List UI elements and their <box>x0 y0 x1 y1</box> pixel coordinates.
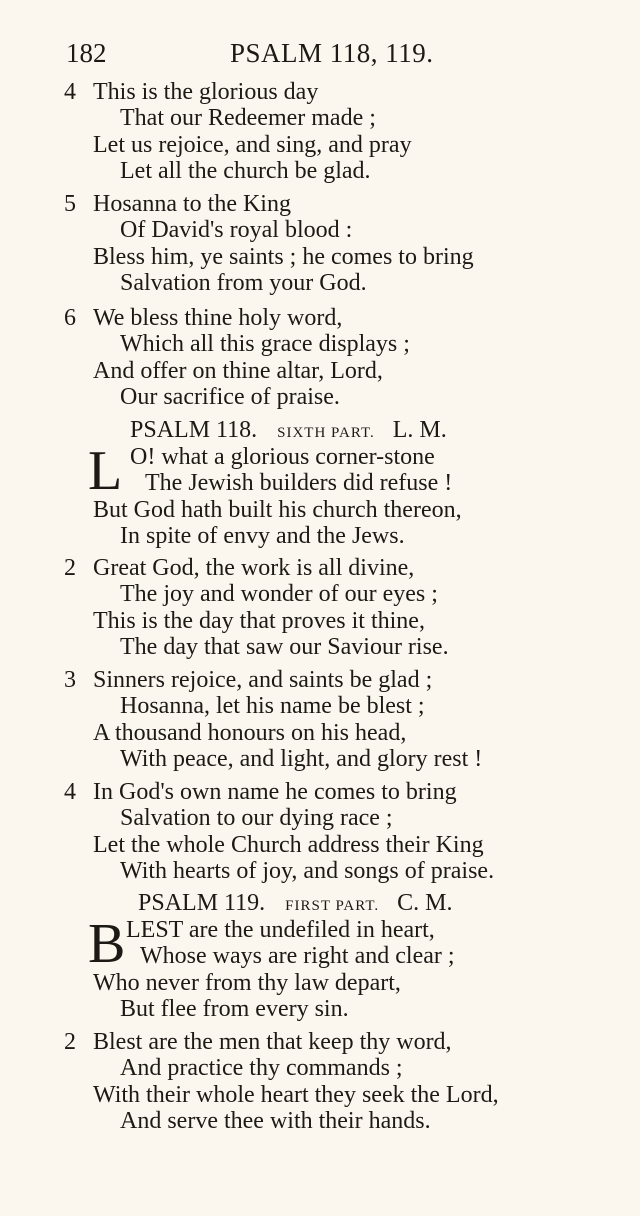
verse-line: We bless thine holy word, <box>93 305 343 331</box>
psalm-part: SIXTH PART. <box>277 425 375 441</box>
verse-line: LEST are the undefiled in heart, <box>126 917 435 943</box>
drop-cap: B <box>88 913 126 975</box>
verse-line: With peace, and light, and glory rest ! <box>120 746 483 772</box>
verse-line: Sinners rejoice, and saints be glad ; <box>93 667 433 693</box>
verse-line: Let the whole Church address their King <box>93 832 484 858</box>
psalm-title: PSALM 119. <box>138 890 266 916</box>
verse-line: The day that saw our Saviour rise. <box>120 634 449 660</box>
verse-line: But flee from every sin. <box>120 996 349 1022</box>
verse-line: Let all the church be glad. <box>120 158 371 184</box>
verse-line: That our Redeemer made ; <box>120 105 376 131</box>
verse-line: Of David's royal blood : <box>120 217 353 243</box>
verse-line: But God hath built his church thereon, <box>93 497 462 523</box>
verse-line: This is the day that proves it thine, <box>93 608 425 634</box>
verse-line: This is the glorious day <box>93 79 319 105</box>
verse-line: With hearts of joy, and songs of praise. <box>120 858 495 884</box>
verse-line: Hosanna to the King <box>93 191 291 217</box>
verse-line: O! what a glorious corner-stone <box>130 444 435 470</box>
psalm-part: FIRST PART. <box>285 898 380 914</box>
verse-line: The joy and wonder of our eyes ; <box>120 581 438 607</box>
verse-line: Hosanna, let his name be blest ; <box>120 693 425 719</box>
page-number: 182 <box>66 38 107 68</box>
stanza-number: 5 <box>64 191 76 217</box>
running-title: PSALM 118, 119. <box>230 38 434 68</box>
psalm-title: PSALM 118. <box>130 417 258 443</box>
verse-line: A thousand honours on his head, <box>93 720 407 746</box>
verse-line: And offer on thine altar, Lord, <box>93 358 383 384</box>
verse-line: In God's own name he comes to bring <box>93 779 457 805</box>
verse-line: And serve thee with their hands. <box>120 1108 431 1134</box>
verse-line: Salvation to our dying race ; <box>120 805 393 831</box>
stanza-number: 6 <box>64 305 76 331</box>
verse-line: Blest are the men that keep thy word, <box>93 1029 452 1055</box>
verse-line: Whose ways are right and clear ; <box>140 943 455 969</box>
verse-line: And practice thy commands ; <box>120 1055 403 1081</box>
verse-line: Let us rejoice, and sing, and pray <box>93 132 412 158</box>
stanza-number: 4 <box>64 779 76 805</box>
psalm-metre: C. M. <box>397 890 453 916</box>
drop-cap: L <box>88 440 123 502</box>
stanza-number: 4 <box>64 79 76 105</box>
page-header <box>66 38 580 78</box>
verse-line: Salvation from your God. <box>120 270 367 296</box>
psalm-metre: L. M. <box>392 417 447 443</box>
stanza-number: 3 <box>64 667 76 693</box>
verse-line: Bless him, ye saints ; he comes to bring <box>93 244 474 270</box>
verse-line: Our sacrifice of praise. <box>120 384 340 410</box>
verse-line: In spite of envy and the Jews. <box>120 523 405 549</box>
stanza-number: 2 <box>64 555 76 581</box>
verse-line: With their whole heart they seek the Lord, <box>93 1082 499 1108</box>
verse-line: Great God, the work is all divine, <box>93 555 415 581</box>
verse-line: Who never from thy law depart, <box>93 970 401 996</box>
stanza-number: 2 <box>64 1029 76 1055</box>
verse-line: Which all this grace displays ; <box>120 331 410 357</box>
verse-line: The Jewish builders did refuse ! <box>145 470 453 496</box>
